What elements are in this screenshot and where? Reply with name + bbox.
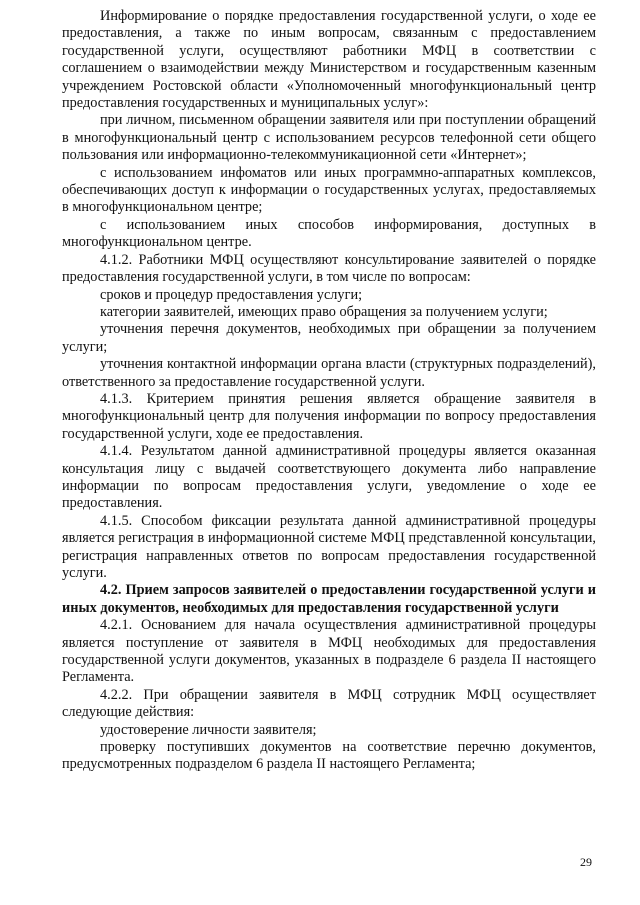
document-body <box>62 8 596 774</box>
paragraph: сроков и процедур предоставления услуги; <box>100 286 363 303</box>
paragraph: с использованием иных способов информирования, доступных в многофункциональном центре. <box>62 216 596 251</box>
paragraph: категории заявителей, имеющих право обращения за получением услуги; <box>100 303 548 320</box>
paragraph: при личном, письменном обращении заявителя или при поступлении обращений в многофункциональный центр с использованием ресурсов телефонной сети общего пользования или информационно-телекоммуникационной сети «Интернет»; <box>62 112 596 164</box>
paragraph: уточнения перечня документов, необходимых при обращении за получением услуги; <box>62 321 596 355</box>
paragraph: с использованием инфоматов или иных программно-аппаратных комплексов, обеспечивающих доступ к информации о государственных услугах, предоставляемых в многофункциональном центре; <box>62 164 596 216</box>
paragraph: 4.1.3. Критерием принятия решения является обращение заявителя в многофункциональный центр для получения информации по вопросу предоставления государственной услуги, ходе ее предоставления. <box>62 390 596 442</box>
paragraph: удостоверение личности заявителя; <box>100 721 317 738</box>
paragraph: 4.1.4. Результатом данной административной процедуры является оказанная консультация лицу с выдачей соответствующего документа либо направление информации по вопросам предоставления услуги, уведомление о ходе ее предоставления. <box>62 443 596 512</box>
paragraph: 4.2.2. При обращении заявителя в МФЦ сотрудник МФЦ осуществляет следующие действия: <box>62 686 596 721</box>
paragraph: проверку поступивших документов на соответствие перечню документов, предусмотренных подразделом 6 раздела II настоящего Регламента; <box>62 739 596 773</box>
paragraph: 4.2.1. Основанием для начала осуществления административной процедуры является поступление от заявителя в МФЦ необходимых для предоставления государственной услуги документов, указанных в подразделе 6 раздела II настоящего Регламента. <box>62 617 596 686</box>
paragraph: 4.1.2. Работники МФЦ осуществляют консультирование заявителей о порядке предоставления государственной услуги, в том числе по вопросам: <box>62 251 596 286</box>
paragraph: 4.1.5. Способом фиксации результата данной административной процедуры является регистрация в информационной системе МФЦ представленной консультации, регистрация направленных ответов по вопросам предоставления государственной услуги. <box>62 512 596 581</box>
paragraph: Информирование о порядке предоставления государственной услуги, о ходе ее предоставления, а также по иным вопросам, связанным с предоставлением государственной услуги, осуществляют работники МФЦ в соответствии с соглашением о взаимодействии между Министерством и государственным казенным учреждением Ростовской области «Уполномоченный многофункциональный центр предоставления государственных и муниципальных услуг»: <box>62 8 596 112</box>
section-heading: 4.2. Прием запросов заявителей о предоставлении государственной услуги и иных документов, необходимых для предоставления государственной услуги <box>62 582 596 616</box>
paragraph: уточнения контактной информации органа власти (структурных подразделений), ответственного за предоставление государственной услуги. <box>62 356 596 390</box>
page-number: 29 <box>580 855 592 869</box>
